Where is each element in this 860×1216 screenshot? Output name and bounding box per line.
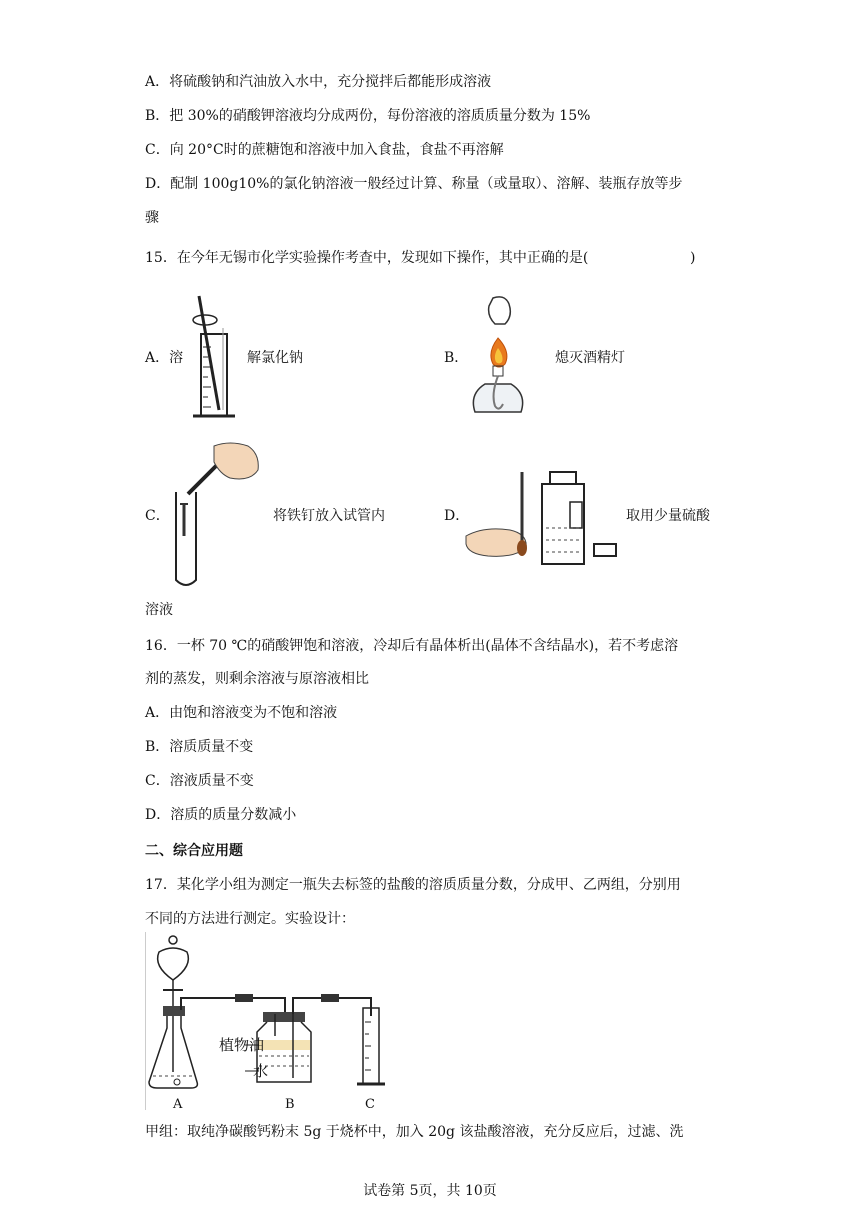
- label-water: 水: [253, 1062, 269, 1080]
- q16-stem-line1: 16．一杯 70 ℃的硝酸钾饱和溶液，冷却后有晶体析出(晶体不含结晶水)，若不考虑溶: [145, 638, 679, 654]
- apparatus-diagram: [145, 932, 395, 1114]
- test-tube-nail-figure: [170, 440, 262, 590]
- q15-b-suffix: 熄灭酒精灯: [555, 350, 625, 366]
- q16-stem-line2: 剂的蒸发，则剩余溶液与原溶液相比: [145, 671, 369, 687]
- q14-option-a: A．将硫酸钠和汽油放入水中，充分搅拌后都能形成溶液: [145, 74, 492, 90]
- q17-jia-text: 甲组：取纯净碳酸钙粉末 5g 于烧杯中，加入 20g 该盐酸溶液，充分反应后，过滤、洗: [145, 1124, 684, 1140]
- page-footer: 试卷第 5页，共 10页: [363, 1183, 497, 1199]
- graduated-cylinder-stirring-figure: [183, 292, 243, 428]
- q15-a-suffix: 解氯化钠: [247, 350, 303, 366]
- q16-option-d: D．溶质的质量分数减小: [145, 807, 297, 823]
- q15-b-prefix: B．: [444, 350, 469, 366]
- q14-option-d-line1: D．配制 100g10%的氯化钠溶液一般经过计算、称量（或量取）、溶解、装瓶存放等步: [145, 176, 683, 192]
- q15-a-prefix: A．溶: [145, 350, 184, 366]
- q15-d-prefix: D．: [444, 508, 470, 524]
- q16-option-c: C．溶液质量不变: [145, 773, 254, 789]
- q15-c-suffix: 将铁钉放入试管内: [273, 508, 385, 524]
- dropper-bottle-figure: [464, 468, 620, 570]
- label-b: B: [285, 1097, 295, 1112]
- q14-option-b: B．把 30%的硝酸钾溶液均分成两份，每份溶液的溶质质量分数为 15%: [145, 108, 591, 124]
- section-heading: 二、综合应用题: [145, 843, 243, 859]
- q17-stem-line2: 不同的方法进行测定。实验设计：: [145, 911, 355, 927]
- q15-d-suffix: 取用少量硫酸: [626, 508, 710, 524]
- q14-option-d-line2: 骤: [145, 210, 159, 226]
- q14-option-c: C．向 20°C时的蔗糖饱和溶液中加入食盐，食盐不再溶解: [145, 142, 504, 158]
- q16-option-a: A．由饱和溶液变为不饱和溶液: [145, 705, 338, 721]
- q15-paren-close: ): [690, 250, 696, 266]
- q17-stem-line1: 17．某化学小组为测定一瓶失去标签的盐酸的溶质质量分数，分成甲、乙两组，分别用: [145, 877, 681, 893]
- q15-d-wrap: 溶液: [145, 602, 173, 618]
- label-a: A: [173, 1097, 183, 1112]
- label-c: C: [365, 1097, 375, 1112]
- q15-stem: 15．在今年无锡市化学实验操作考查中，发现如下操作，其中正确的是(: [145, 250, 589, 266]
- q16-option-b: B．溶质质量不变: [145, 739, 254, 755]
- q15-c-prefix: C．: [145, 508, 170, 524]
- alcohol-lamp-figure: [465, 294, 531, 418]
- label-oil: 植物油: [219, 1036, 265, 1054]
